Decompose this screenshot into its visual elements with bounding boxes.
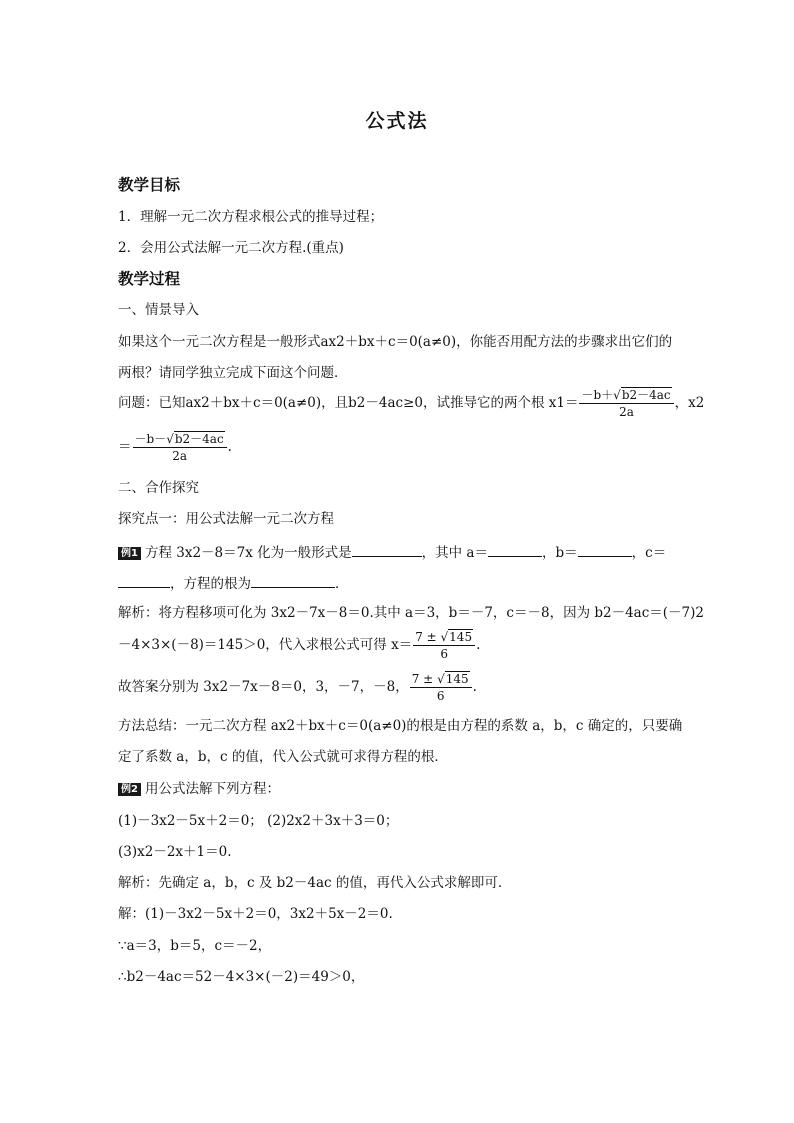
process-heading: 教学过程 <box>118 270 181 288</box>
page-title: 公式法 <box>365 110 429 132</box>
example2-analysis: 解析：先确定 a，b，c 及 b2－4ac 的值，再代入公式求解即可． <box>118 875 512 891</box>
answer-root-numerator-prefix: 7 ± <box>411 672 438 686</box>
x2-equals: ＝ <box>118 439 132 455</box>
goals-heading: 教学目标 <box>118 176 181 194</box>
example1-q-part-b: ，其中 a＝ <box>421 545 488 561</box>
example2-intro: 用公式法解下列方程： <box>144 781 280 797</box>
section-intro-title: 一、情景导入 <box>118 302 199 318</box>
example2-intro-line <box>118 780 678 798</box>
x1-radicand: b2－4ac <box>621 388 671 402</box>
exploration-point-1-title: 探究点一：用公式法解一元二次方程 <box>118 511 334 527</box>
x1-numerator-prefix: －b＋ <box>581 388 614 402</box>
problem-statement <box>118 388 705 419</box>
example1-answer-line <box>118 672 678 703</box>
x2-formula-line <box>118 432 678 463</box>
example1-q-part-a: 方程 3x2－8＝7x 化为一般形式是 <box>144 545 352 561</box>
answer-root-formula <box>410 672 472 703</box>
root-numerator-prefix: 7 ± <box>415 630 441 644</box>
root-radicand: 145 <box>449 630 473 644</box>
example1-analysis-line-1: 解析：将方程移项可化为 3x2－7x－8＝0.其中 a＝3，b＝－7，c＝－8，因为 b2－4ac＝(－7)2 <box>118 605 704 621</box>
answer-blank-c <box>118 573 170 588</box>
sqrt-symbol: √b2－4ac <box>166 432 224 446</box>
sqrt-symbol: √145 <box>437 672 469 686</box>
method-summary-line-1: 方法总结：一元二次方程 ax2＋bx＋c＝0(a≠0)的根是由方程的系数 a，b，c 确定的，只要确 <box>118 718 683 734</box>
x1-denominator: 2a <box>619 405 634 419</box>
x2-radicand: b2－4ac <box>174 432 224 446</box>
analysis-end: . <box>476 637 481 653</box>
answer-root-radicand: 145 <box>445 672 469 686</box>
root-formula <box>413 630 475 661</box>
x2-denominator: 2a <box>172 449 187 463</box>
sqrt-symbol: √145 <box>440 630 473 644</box>
x2-numerator-prefix: －b－ <box>134 432 167 446</box>
x2-label: ，x2 <box>674 395 705 411</box>
answer-blank-b <box>578 542 632 557</box>
example1-question-line-2 <box>118 573 678 593</box>
example2-equations-1-2: (1)－3x2－5x＋2＝0； (2)2x2＋3x＋3＝0； <box>118 813 399 829</box>
example1-analysis-text: －4×3×(－8)＝145＞0，代入求根公式可得 x＝ <box>118 637 413 653</box>
answer-blank-a <box>488 542 542 557</box>
goal-item-2: 2．会用公式法解一元二次方程.(重点) <box>118 240 344 256</box>
example2-equation-3: (3)x2－2x＋1＝0. <box>118 844 232 860</box>
x2-formula <box>133 432 227 463</box>
answer-root-denominator: 6 <box>436 689 445 703</box>
root-denominator: 6 <box>440 647 448 661</box>
example1-badge: 例1 <box>118 547 141 560</box>
example1-q-part-c: ，b＝ <box>541 545 578 561</box>
example1-q-part-d: ，c＝ <box>631 545 667 561</box>
example2-solution-line-2: ∵a＝3，b＝5，c＝－2， <box>118 938 272 954</box>
answer-blank-general-form <box>352 542 422 557</box>
sqrt-symbol: √b2－4ac <box>613 388 671 402</box>
goal-item-1: 1．理解一元二次方程求根公式的推导过程； <box>118 209 384 225</box>
example1-question-line-1 <box>118 542 678 562</box>
example2-badge: 例2 <box>118 783 141 796</box>
example1-q-part-f: ． <box>335 576 349 592</box>
intro-paragraph-line-2: 两根？请同学独立完成下面这个问题． <box>118 365 348 381</box>
answer-blank-roots <box>251 573 335 588</box>
example2-solution-line-3: ∴b2－4ac＝52－4×3×(－2)＝49＞0， <box>118 969 365 985</box>
answer-end: . <box>472 679 477 695</box>
x1-formula <box>579 388 673 419</box>
example1-answer-text: 故答案分别为 3x2－7x－8＝0，3，－7，－8， <box>118 679 409 695</box>
example1-q-part-e: ，方程的根为 <box>170 576 251 592</box>
method-summary-line-2: 定了系数 a，b，c 的值，代入公式就可求得方程的根． <box>118 749 448 765</box>
example2-solution-line-1: 解：(1)－3x2－5x＋2＝0，3x2＋5x－2＝0. <box>118 906 393 922</box>
section-cooperation-title: 二、合作探究 <box>118 480 199 496</box>
example1-analysis-line-2 <box>118 630 678 661</box>
x2-end: . <box>227 439 232 455</box>
intro-paragraph-line-1: 如果这个一元二次方程是一般形式ax2＋bx＋c＝0(a≠0)，你能否用配方法的步骤求出它们的 <box>118 334 673 350</box>
problem-text: 问题：已知ax2＋bx＋c＝0(a≠0)，且b2－4ac≥0，试推导它的两个根 x1＝ <box>118 395 579 411</box>
